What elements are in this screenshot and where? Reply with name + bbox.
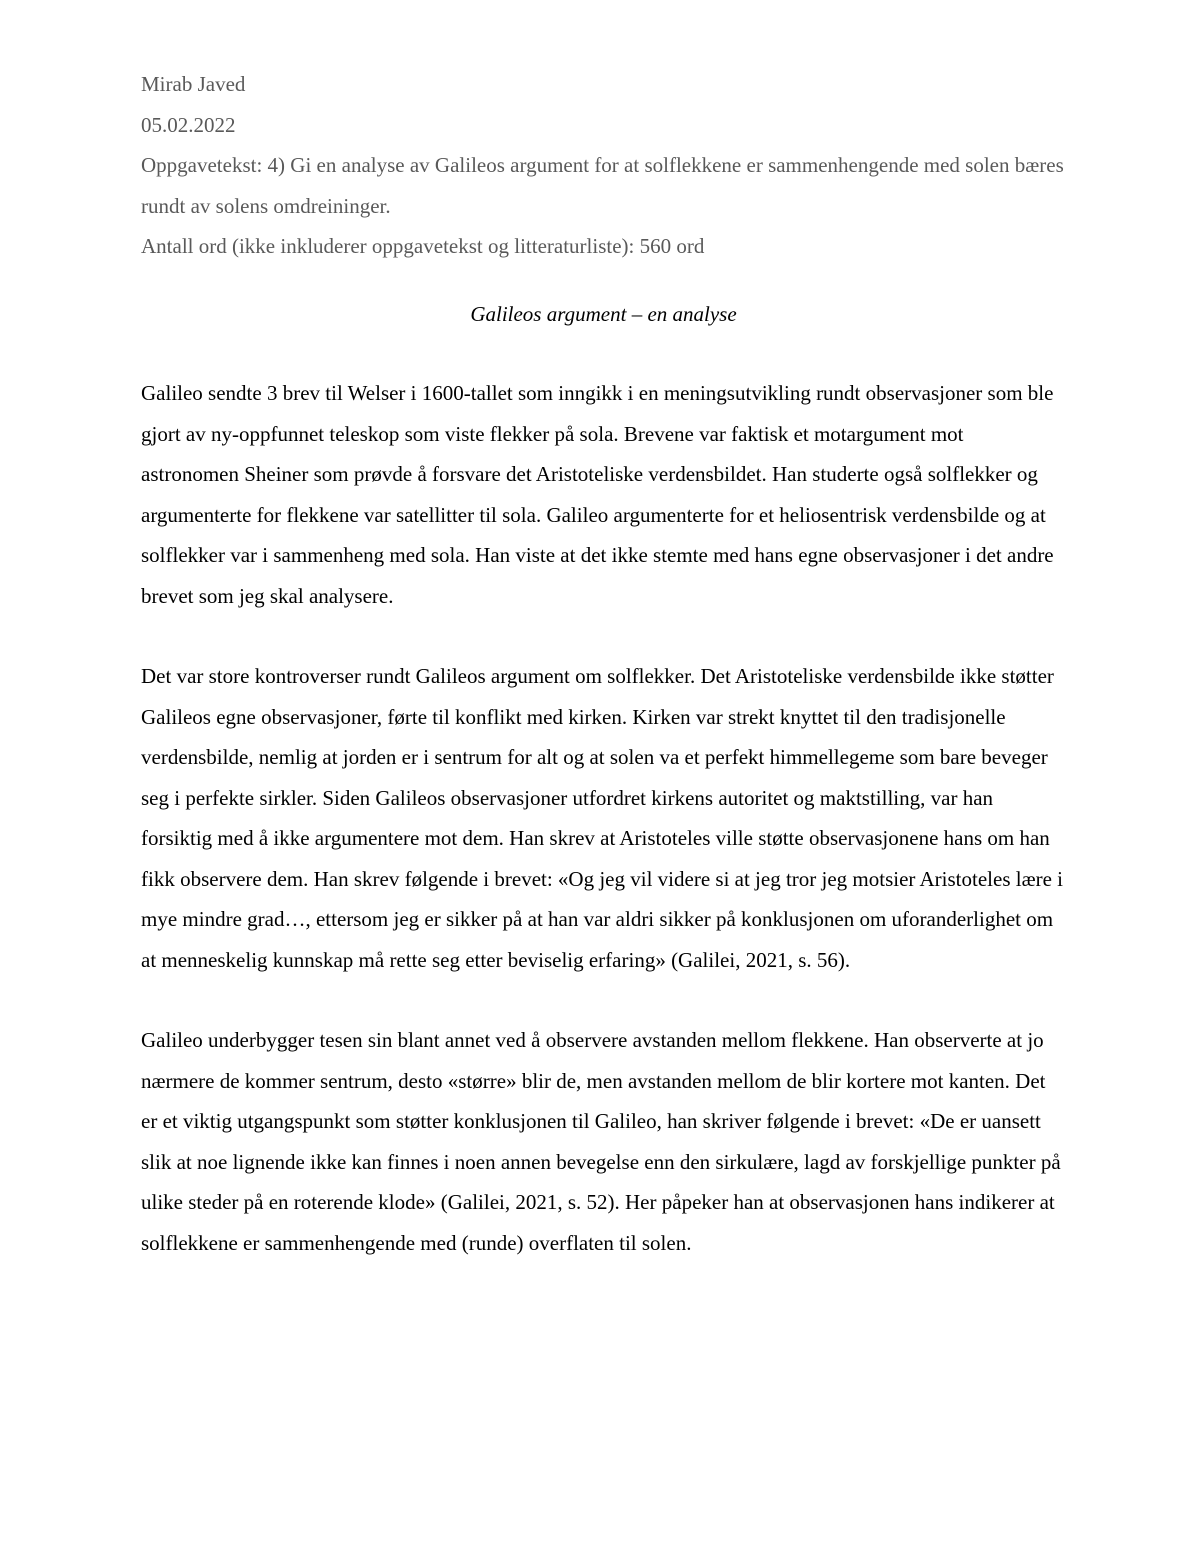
document-title: Galileos argument – en analyse — [470, 301, 737, 326]
paragraph-2: Det var store kontroverser rundt Galileos argument om solflekker. Det Aristoteliske verdensbilde ikke støtter Galileos egne observasjoner, førte til konflikt med kirken. Kirken var strekt knyttet til den tradisjonelle verdensbilde, nemlig at jorden er i sentrum for alt og at solen va et perfekt himmellegeme som bare beveger seg i perfekte sirkler. Siden Galileos observasjoner utfordret kirkens autoritet og maktstilling, var han forsiktig med å ikke argumentere mot dem. Han skrev at Aristoteles ville støtte observasjonene hans om han fikk observere dem. Han skrev følgende i brevet: «Og jeg vil videre si at jeg tror jeg motsier Aristoteles lære i mye mindre grad…, ettersom jeg er sikker på at han var aldri sikker på konklusjonen om uforanderlighet om at menneskelig kunnskap må rette seg etter beviselig erfaring» (Galilei, 2021, s. 56). — [141, 664, 1063, 972]
task-text: Oppgavetekst: 4) Gi en analyse av Galileos argument for at solflekkene er sammenhengende med solen bæres rundt av solens omdreininger. — [141, 153, 1064, 218]
document-date: 05.02.2022 — [141, 112, 236, 137]
document-body — [141, 64, 1066, 1263]
paragraph-1: Galileo sendte 3 brev til Welser i 1600-tallet som inngikk i en meningsutvikling rundt observasjoner som ble gjort av ny-oppfunnet teleskop som viste flekker på sola. Brevene var faktisk et motargument mot astronomen Sheiner som prøvde å forsvare det Aristoteliske verdensbildet. Han studerte også solflekker og argumenterte for flekkene var satellitter til sola. Galileo argumenterte for et heliosentrisk verdensbilde og at solflekker var i sammenheng med sola. Han viste at det ikke stemte med hans egne observasjoner i det andre brevet som jeg skal analysere. — [141, 381, 1054, 608]
author-name: Mirab Javed — [141, 72, 246, 96]
word-count: Antall ord (ikke inkluderer oppgavetekst og litteraturliste): 560 ord — [141, 234, 705, 258]
paragraph-3: Galileo underbygger tesen sin blant annet ved å observere avstanden mellom flekkene. Han observerte at jo nærmere de kommer sentrum, desto «større» blir de, men avstanden mellom de blir kortere mot kanten. Det er et viktig utgangspunkt som støtter konklusjonen til Galileo, han skriver følgende i brevet: «De er uansett slik at noe lignende ikke kan finnes i noen annen bevegelse enn den sirkulære, lagd av forskjellige punkter på ulike steder på en roterende klode» (Galilei, 2021, s. 52). Her påpeker han at observasjonen hans indikerer at solflekkene er sammenhengende med (runde) overflaten til solen. — [141, 1028, 1061, 1255]
